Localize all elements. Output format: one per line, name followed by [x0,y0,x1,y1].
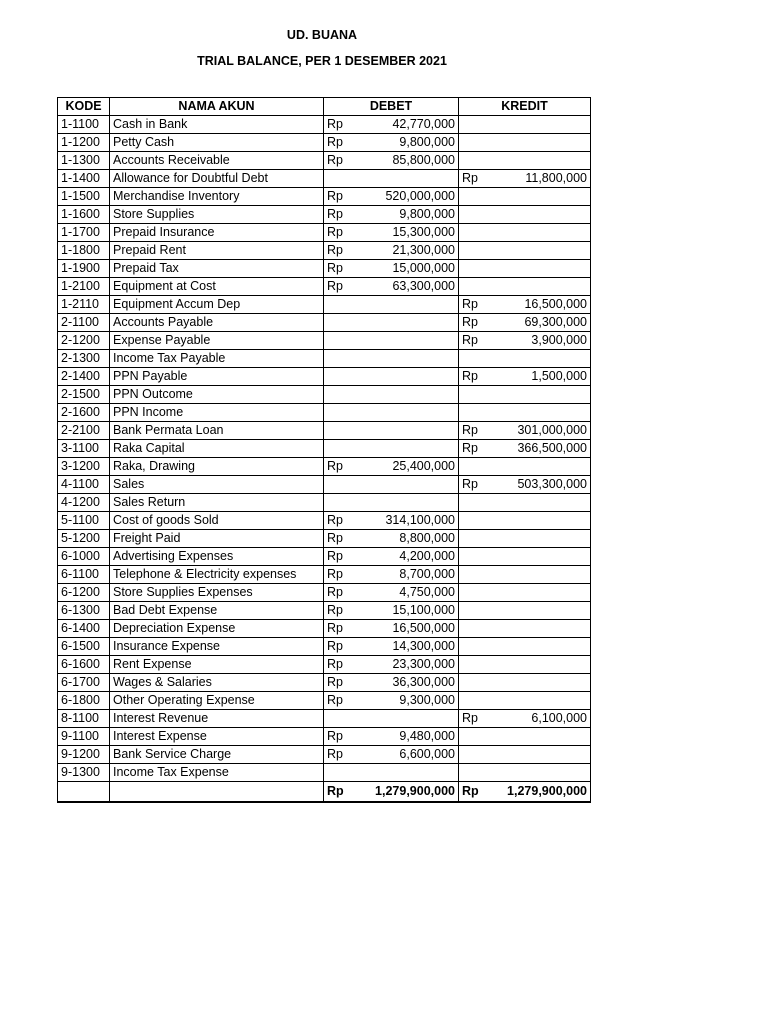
kredit-currency: Rp [459,476,493,494]
kredit-amount [493,728,591,746]
kredit-amount [493,134,591,152]
table-row [58,134,591,152]
debet-currency [324,422,358,440]
account-name: Merchandise Inventory [110,188,324,206]
debet-currency: Rp [324,512,358,530]
account-code: 6-1300 [58,602,110,620]
table-row [58,350,591,368]
kredit-currency: Rp [459,440,493,458]
account-code: 1-1500 [58,188,110,206]
debet-currency: Rp [324,152,358,170]
account-name: Equipment Accum Dep [110,296,324,314]
account-code: 2-1600 [58,404,110,422]
total-nama-cell [110,782,324,802]
table-row [58,458,591,476]
table-row [58,422,591,440]
kredit-amount [493,692,591,710]
debet-amount: 314,100,000 [358,512,459,530]
debet-currency: Rp [324,458,358,476]
account-code: 5-1200 [58,530,110,548]
table-row [58,332,591,350]
debet-amount: 9,800,000 [358,206,459,224]
kredit-currency [459,728,493,746]
kredit-currency [459,602,493,620]
table-row [58,296,591,314]
account-name: Store Supplies [110,206,324,224]
account-name: Accounts Receivable [110,152,324,170]
table-row [58,260,591,278]
account-name: Income Tax Payable [110,350,324,368]
debet-amount [358,764,459,782]
table-row [58,512,591,530]
account-code: 1-1200 [58,134,110,152]
account-name: PPN Outcome [110,386,324,404]
kredit-currency [459,260,493,278]
table-row [58,476,591,494]
kredit-currency [459,566,493,584]
kredit-currency [459,458,493,476]
kredit-amount [493,764,591,782]
table-row [58,566,591,584]
kredit-amount: 11,800,000 [493,170,591,188]
debet-amount: 21,300,000 [358,242,459,260]
account-name: Bad Debt Expense [110,602,324,620]
debet-amount: 15,100,000 [358,602,459,620]
account-code: 1-1800 [58,242,110,260]
table-row [58,692,591,710]
account-name: PPN Payable [110,368,324,386]
table-row [58,386,591,404]
kredit-amount [493,404,591,422]
table-row [58,404,591,422]
kredit-amount [493,674,591,692]
table-row [58,764,591,782]
column-header-kredit: KREDIT [459,98,591,116]
kredit-currency [459,242,493,260]
account-code: 6-1400 [58,620,110,638]
debet-amount [358,314,459,332]
debet-currency [324,314,358,332]
company-name: UD. BUANA [286,28,358,42]
table-row [58,728,591,746]
account-name: Accounts Payable [110,314,324,332]
account-code: 9-1300 [58,764,110,782]
account-code: 1-1900 [58,260,110,278]
table-row [58,710,591,728]
debet-currency: Rp [324,638,358,656]
debet-currency: Rp [324,188,358,206]
debet-currency: Rp [324,656,358,674]
debet-amount: 15,000,000 [358,260,459,278]
debet-amount: 8,800,000 [358,530,459,548]
account-name: Rent Expense [110,656,324,674]
table-row [58,674,591,692]
account-code: 6-1800 [58,692,110,710]
debet-amount [358,368,459,386]
account-name: Raka Capital [110,440,324,458]
kredit-amount [493,566,591,584]
kredit-currency: Rp [459,422,493,440]
debet-amount: 9,800,000 [358,134,459,152]
table-row [58,278,591,296]
debet-currency [324,494,358,512]
account-code: 8-1100 [58,710,110,728]
table-row [58,548,591,566]
table-row [58,116,591,134]
table-row [58,602,591,620]
kredit-amount: 69,300,000 [493,314,591,332]
account-code: 1-1400 [58,170,110,188]
account-name: Raka, Drawing [110,458,324,476]
kredit-amount: 366,500,000 [493,440,591,458]
debet-currency [324,404,358,422]
debet-amount: 14,300,000 [358,638,459,656]
kredit-amount: 3,900,000 [493,332,591,350]
account-name: Interest Expense [110,728,324,746]
account-name: Cash in Bank [110,116,324,134]
table-row [58,656,591,674]
kredit-amount [493,458,591,476]
kredit-currency [459,764,493,782]
kredit-currency: Rp [459,710,493,728]
kredit-currency [459,278,493,296]
kredit-amount [493,278,591,296]
debet-amount: 23,300,000 [358,656,459,674]
debet-currency: Rp [324,278,358,296]
debet-currency: Rp [324,530,358,548]
kredit-currency [459,134,493,152]
table-row [58,188,591,206]
debet-amount [358,170,459,188]
account-name: Sales [110,476,324,494]
debet-amount [358,404,459,422]
total-debet-amount: 1,279,900,000 [358,782,459,802]
account-name: Sales Return [110,494,324,512]
debet-amount [358,386,459,404]
account-code: 1-1300 [58,152,110,170]
account-code: 1-1600 [58,206,110,224]
table-row [58,242,591,260]
kredit-currency [459,548,493,566]
debet-currency [324,368,358,386]
kredit-currency [459,638,493,656]
table-row [58,368,591,386]
account-code: 1-1700 [58,224,110,242]
account-name: Income Tax Expense [110,764,324,782]
kredit-currency [459,188,493,206]
account-code: 4-1200 [58,494,110,512]
kredit-currency [459,692,493,710]
kredit-amount [493,494,591,512]
kredit-amount [493,512,591,530]
kredit-currency [459,584,493,602]
report-title: TRIAL BALANCE, PER 1 DESEMBER 2021 [197,54,447,68]
kredit-amount [493,206,591,224]
account-code: 6-1200 [58,584,110,602]
debet-amount: 4,200,000 [358,548,459,566]
kredit-currency: Rp [459,296,493,314]
kredit-amount [493,152,591,170]
account-code: 5-1100 [58,512,110,530]
kredit-currency [459,152,493,170]
kredit-amount [493,386,591,404]
account-name: Prepaid Tax [110,260,324,278]
table-body [58,116,591,782]
kredit-amount: 6,100,000 [493,710,591,728]
debet-currency: Rp [324,206,358,224]
total-kode-cell [58,782,110,802]
table-row [58,530,591,548]
debet-currency [324,764,358,782]
kredit-amount [493,638,591,656]
total-row [58,782,591,802]
account-name: Telephone & Electricity expenses [110,566,324,584]
kredit-currency [459,620,493,638]
debet-currency: Rp [324,548,358,566]
debet-amount: 9,300,000 [358,692,459,710]
debet-currency: Rp [324,728,358,746]
debet-currency: Rp [324,692,358,710]
debet-amount: 520,000,000 [358,188,459,206]
kredit-currency [459,386,493,404]
account-code: 6-1700 [58,674,110,692]
kredit-currency [459,206,493,224]
account-name: Interest Revenue [110,710,324,728]
table-row [58,638,591,656]
kredit-currency [459,224,493,242]
debet-currency [324,440,358,458]
account-code: 9-1200 [58,746,110,764]
kredit-currency [459,404,493,422]
debet-currency: Rp [324,584,358,602]
column-header-nama-akun: NAMA AKUN [110,98,324,116]
debet-currency [324,296,358,314]
kredit-currency [459,656,493,674]
account-code: 9-1100 [58,728,110,746]
debet-amount: 4,750,000 [358,584,459,602]
debet-amount [358,296,459,314]
kredit-currency [459,674,493,692]
total-debet-currency: Rp [324,782,358,802]
debet-amount [358,440,459,458]
account-name: Insurance Expense [110,638,324,656]
kredit-amount [493,746,591,764]
table-row [58,170,591,188]
account-name: Store Supplies Expenses [110,584,324,602]
account-name: PPN Income [110,404,324,422]
account-code: 1-2110 [58,296,110,314]
kredit-currency [459,530,493,548]
account-code: 1-2100 [58,278,110,296]
debet-currency [324,332,358,350]
column-header-debet: DEBET [324,98,459,116]
debet-amount: 42,770,000 [358,116,459,134]
account-name: Prepaid Rent [110,242,324,260]
debet-amount [358,332,459,350]
debet-amount: 63,300,000 [358,278,459,296]
table-row [58,584,591,602]
account-code: 3-1100 [58,440,110,458]
account-code: 6-1600 [58,656,110,674]
column-header-kode: KODE [58,98,110,116]
debet-currency [324,170,358,188]
debet-amount: 6,600,000 [358,746,459,764]
account-name: Expense Payable [110,332,324,350]
debet-currency: Rp [324,116,358,134]
debet-amount [358,476,459,494]
kredit-currency [459,350,493,368]
account-name: Cost of goods Sold [110,512,324,530]
debet-currency [324,476,358,494]
account-code: 6-1100 [58,566,110,584]
kredit-amount [493,224,591,242]
kredit-currency: Rp [459,368,493,386]
kredit-amount [493,656,591,674]
debet-currency: Rp [324,602,358,620]
table-row [58,314,591,332]
kredit-amount [493,548,591,566]
account-code: 2-1200 [58,332,110,350]
kredit-amount [493,242,591,260]
kredit-amount [493,188,591,206]
kredit-currency [459,116,493,134]
account-code: 2-1400 [58,368,110,386]
table-row [58,440,591,458]
account-name: Advertising Expenses [110,548,324,566]
debet-amount [358,710,459,728]
table-header-row [58,98,591,116]
debet-amount [358,422,459,440]
debet-currency [324,710,358,728]
debet-currency: Rp [324,134,358,152]
account-name: Equipment at Cost [110,278,324,296]
account-name: Other Operating Expense [110,692,324,710]
debet-amount [358,350,459,368]
kredit-amount [493,116,591,134]
kredit-currency [459,746,493,764]
kredit-currency [459,512,493,530]
debet-amount: 9,480,000 [358,728,459,746]
table-row [58,152,591,170]
account-name: Freight Paid [110,530,324,548]
table-row [58,494,591,512]
debet-amount: 85,800,000 [358,152,459,170]
debet-currency: Rp [324,224,358,242]
account-code: 2-1500 [58,386,110,404]
debet-amount: 16,500,000 [358,620,459,638]
table-row [58,746,591,764]
kredit-amount: 301,000,000 [493,422,591,440]
account-name: Bank Service Charge [110,746,324,764]
total-kredit-currency: Rp [459,782,493,802]
account-name: Bank Permata Loan [110,422,324,440]
kredit-amount [493,602,591,620]
account-code: 3-1200 [58,458,110,476]
debet-currency: Rp [324,566,358,584]
account-name: Prepaid Insurance [110,224,324,242]
table-row [58,620,591,638]
table-row [58,224,591,242]
account-code: 6-1000 [58,548,110,566]
debet-amount: 8,700,000 [358,566,459,584]
debet-currency: Rp [324,260,358,278]
table-row [58,206,591,224]
kredit-currency: Rp [459,170,493,188]
debet-currency: Rp [324,242,358,260]
kredit-amount: 16,500,000 [493,296,591,314]
account-code: 4-1100 [58,476,110,494]
kredit-currency [459,494,493,512]
kredit-currency: Rp [459,314,493,332]
account-name: Wages & Salaries [110,674,324,692]
debet-amount: 36,300,000 [358,674,459,692]
account-name: Petty Cash [110,134,324,152]
kredit-amount [493,530,591,548]
debet-currency: Rp [324,674,358,692]
kredit-amount [493,260,591,278]
kredit-amount [493,350,591,368]
debet-amount: 15,300,000 [358,224,459,242]
account-code: 2-1100 [58,314,110,332]
kredit-amount [493,584,591,602]
debet-amount [358,494,459,512]
account-code: 1-1100 [58,116,110,134]
kredit-amount: 503,300,000 [493,476,591,494]
account-code: 2-2100 [58,422,110,440]
account-code: 2-1300 [58,350,110,368]
kredit-currency: Rp [459,332,493,350]
account-code: 6-1500 [58,638,110,656]
account-name: Depreciation Expense [110,620,324,638]
kredit-amount [493,620,591,638]
total-kredit-amount: 1,279,900,000 [493,782,591,802]
debet-amount: 25,400,000 [358,458,459,476]
account-name: Allowance for Doubtful Debt [110,170,324,188]
kredit-amount: 1,500,000 [493,368,591,386]
trial-balance-table [57,97,591,803]
debet-currency [324,350,358,368]
debet-currency: Rp [324,620,358,638]
debet-currency [324,386,358,404]
debet-currency: Rp [324,746,358,764]
